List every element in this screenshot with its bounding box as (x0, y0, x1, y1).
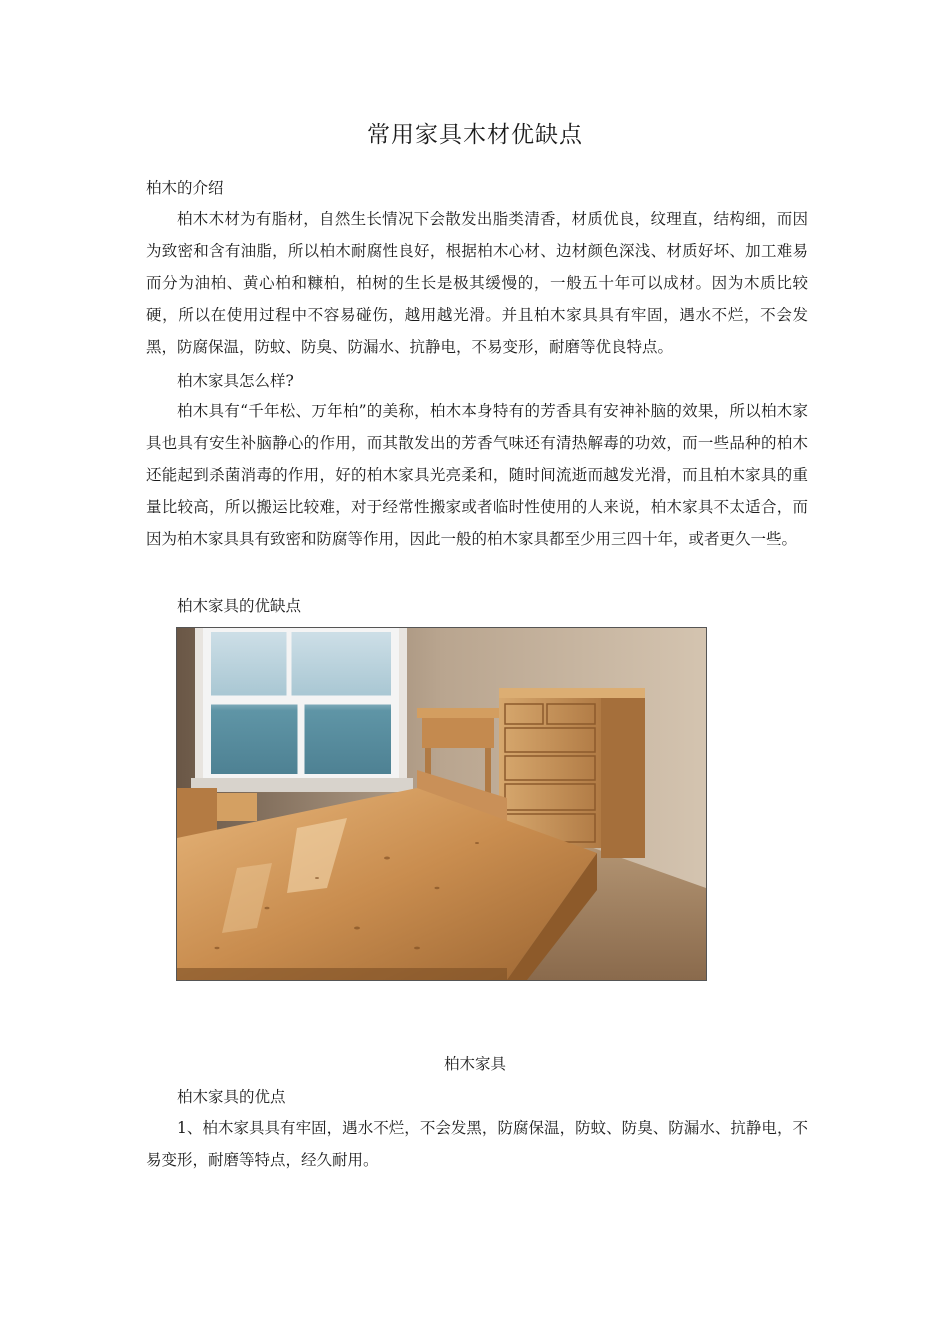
advantages-heading: 柏木家具的优点 (177, 1088, 286, 1106)
section-heading-intro: 柏木的介绍 (146, 179, 224, 197)
image-caption: 柏木家具 (443, 1055, 506, 1073)
paragraph-question: 柏木具有“千年松、万年柏”的美称，柏木本身特有的芳香具有安神补脑的效果，所以柏木家具也具有安生补脑静心的作用，而其散发出的芳香气味还有清热解毒的功效，而一些品种的柏木还能起到杀菌消毒的作用，好的柏木家具光亮柔和，随时间流逝而越发光滑，而且柏木家具的重量比较高，所以搬运比较难，对于经常性搬家或者临时性使用的人来说，柏木家具不太适合，而因为柏木家具具有致密和防腐等作用，因此一般的柏木家具都至少用三四十年，或者更久一些。 (146, 402, 808, 548)
paragraph-intro: 柏木木材为有脂材，自然生长情况下会散发出脂类清香，材质优良，纹理直，结构细，而因为致密和含有油脂，所以柏木耐腐性良好，根据柏木心材、边材颜色深浅、材质好坏、加工难易而分为油柏、黄心柏和糠柏，柏树的生长是极其缓慢的，一般五十年可以成材。因为木质比较硬，所以在使用过程中不容易碰伤，越用越光滑。并且柏木家具具有牢固，遇水不烂，不会发黑，防腐保温，防蚊、防臭、防漏水、抗静电，不易变形，耐磨等优良特点。 (146, 210, 808, 356)
cypress-furniture-photo (176, 627, 707, 981)
question-heading: 柏木家具怎么样? (177, 372, 294, 390)
advantage-item-1: 1、柏木家具具有牢固，遇水不烂，不会发黑，防腐保温，防蚊、防臭、防漏水、抗静电，不易变形，耐磨等特点，经久耐用。 (146, 1119, 808, 1169)
document-title: 常用家具木材优缺点 (367, 122, 583, 148)
pros-cons-heading: 柏木家具的优缺点 (177, 597, 302, 615)
